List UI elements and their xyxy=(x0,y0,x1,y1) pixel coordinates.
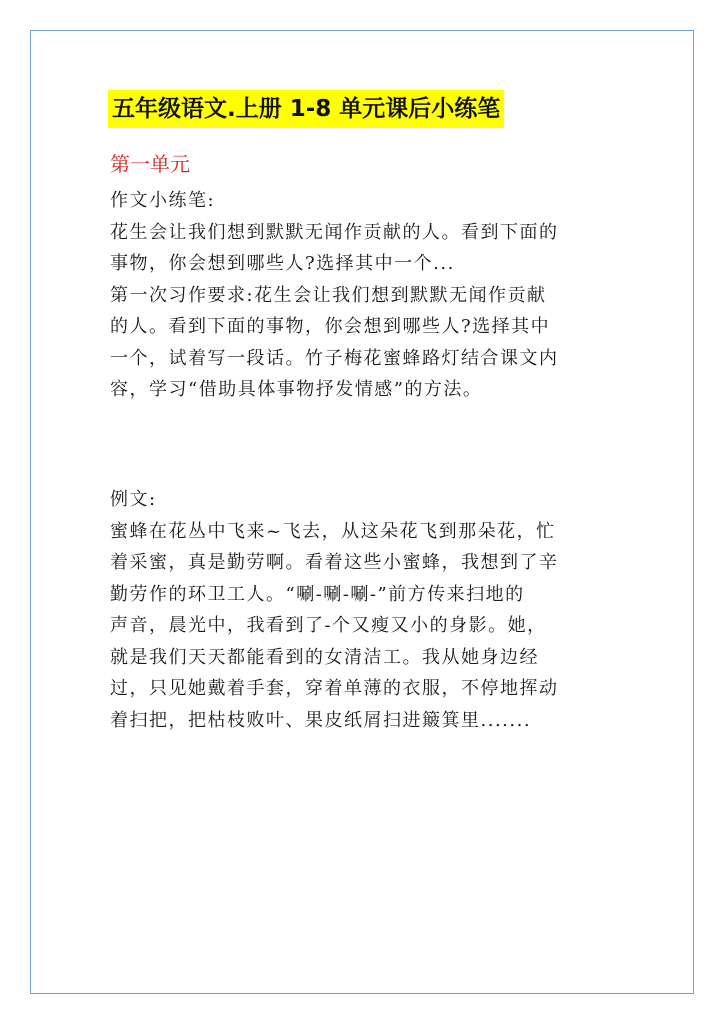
example-block xyxy=(110,484,620,736)
prompt-line: 花生会让我们想到默默无闻作贡献的人。看到下面的 xyxy=(110,221,559,243)
prompt-line: 事物，你会想到哪些人?选择其中一个... xyxy=(110,253,455,274)
prompt-line: 第一次习作要求:花生会让我们想到默默无闻作贡献 xyxy=(110,284,547,306)
example-line: 着采蜜，真是勤劳啊。看着这些小蜜蜂，我想到了辛 xyxy=(110,552,559,573)
prompt-label: 作文小练笔: xyxy=(110,190,216,211)
prompt-block xyxy=(110,185,620,406)
example-line: 着扫把，把枯枝败叶、果皮纸屑扫进簸箕里....... xyxy=(110,709,532,731)
example-line: 勤劳作的环卫工人。“唰-唰-唰-”前方传来扫地的 xyxy=(110,583,525,605)
prompt-line: 一个，试着写一段话。竹子梅花蜜蜂路灯结合课文内 xyxy=(110,347,559,369)
section-heading: 第一单元 xyxy=(110,152,190,176)
example-line: 蜜蜂在花丛中飞来~飞去，从这朵花飞到那朵花，忙 xyxy=(110,520,556,542)
prompt-line: 容，学习“借助具体事物抒发情感”的方法。 xyxy=(110,379,483,400)
prompt-line: 的人。看到下面的事物，你会想到哪些人?选择其中 xyxy=(110,316,551,337)
example-line: 过，只见她戴着手套，穿着单薄的衣服，不停地挥动 xyxy=(110,678,559,699)
example-line: 声音，晨光中，我看到了-个又瘦又小的身影。她， xyxy=(110,615,547,636)
document-title: 五年级语文.上册 1-8 单元课后小练笔 xyxy=(108,90,504,128)
example-line: 就是我们天天都能看到的女清洁工。我从她身边经 xyxy=(110,646,539,668)
example-label: 例文: xyxy=(110,489,157,510)
